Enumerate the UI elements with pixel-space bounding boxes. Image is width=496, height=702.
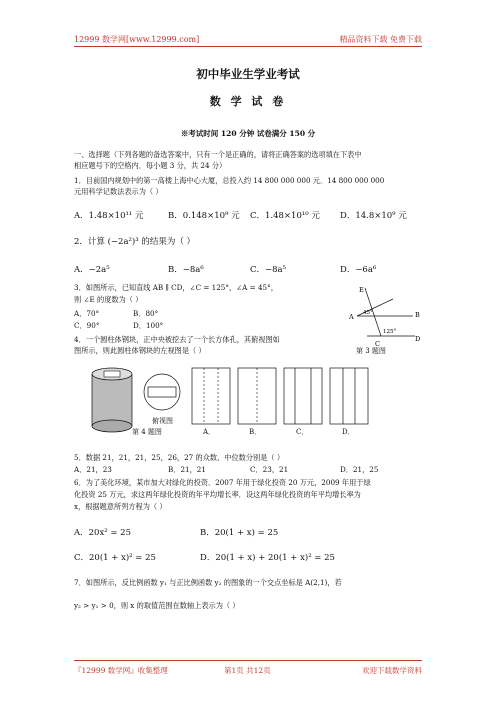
label-a: A <box>349 313 354 321</box>
q6-text-line1: 6．为了美化环境，某市加大对绿化的投资．2007 年用于绿化投资 20 万元，2009 年用于绿 <box>74 478 371 487</box>
q4-figure-caption: 第 4 题图 <box>132 428 162 436</box>
footer-right-link[interactable]: 欢迎下载数学资料 <box>362 666 422 675</box>
footer-page-number: 第1页 共12页 <box>224 666 271 675</box>
q3-option-b: B．80° <box>133 309 159 318</box>
q1-option-d: D．14.8×10⁹ 元 <box>340 211 407 221</box>
q4-option-a: A． <box>203 428 216 436</box>
footer-left: 『12999 数学网』收集整理 <box>74 666 168 675</box>
q1-option-b: B．0.148×10⁹ 元 <box>168 211 240 221</box>
q4-option-b: B． <box>249 428 262 436</box>
page-header <box>74 34 422 47</box>
header-download-link[interactable]: 精品资料下载 免费下载 <box>339 35 422 44</box>
q5-option-a: A．21，23 <box>74 465 112 474</box>
q3-figure-caption: 第 3 题图 <box>356 347 386 355</box>
label-d: D <box>415 335 421 343</box>
q2-option-c: C．−8a⁵ <box>250 265 287 275</box>
label-c: C <box>375 340 380 348</box>
q4-option-b-figure <box>238 368 276 424</box>
q6-option-b: B．20(1 + x) = 25 <box>200 528 279 538</box>
q4-option-c-figure <box>284 368 322 424</box>
q2-text: 2．计算 (−2a²)³ 的结果为（ ） <box>74 237 196 247</box>
q5-text: 5．数据 21，21，21，25，26，27 的众数、中位数分别是（ ） <box>74 453 285 462</box>
cylinder-block <box>92 368 132 432</box>
q3-figure <box>345 283 425 355</box>
q6-option-c: C．20(1 + x)² = 25 <box>74 553 156 563</box>
q3-option-a: A．70° <box>74 309 100 318</box>
q6-text-line2: 化投资 25 万元，求这两年绿化投资的年平均增长率．设这两年绿化投资的年平均增长率为 <box>74 490 361 499</box>
q1-text-line2: 元用科学记数法表示为（ ） <box>74 187 163 196</box>
q4-text-line1: 4．一个圆柱体钢块，正中央被挖去了一个长方体孔，其俯视图如 <box>74 335 280 344</box>
exam-note: ※考试时间 120 分钟 试卷满分 150 分 <box>180 129 316 138</box>
q2-option-a: A．−2a⁵ <box>74 265 110 275</box>
q1-text-line1: 1．目前国内规划中的第一高楼上海中心大厦，总投入约 14 800 000 000 元．14 800 000 000 <box>74 176 385 185</box>
q6-option-d: D．20(1 + x) + 20(1 + x)² = 25 <box>200 553 335 563</box>
q4-option-d-figure <box>330 368 368 424</box>
q5-option-b: B．21，21 <box>168 465 206 474</box>
q1-option-a: A．1.48×10¹¹ 元 <box>74 211 144 221</box>
exam-title: 初中毕业生学业考试 <box>196 67 300 81</box>
q7-text-line2: y₂ > y₁ > 0，则 x 的取值范围在数轴上表示为（ ） <box>74 601 240 610</box>
label-angle-c: 125° <box>383 329 397 335</box>
q4-option-c: C． <box>296 428 309 436</box>
q7-text-line1: 7．如图所示，反比例函数 y₁ 与正比例函数 y₂ 的图象的一个交点坐标是 A(2,1)，若 <box>74 578 342 587</box>
exam-subject: 数 学 试 卷 <box>209 95 287 108</box>
q5-option-d: D．21，25 <box>340 465 379 474</box>
section1-intro-line1: 一、选择题（下列各题的备选答案中，只有一个是正确的，请将正确答案的选项填在下表中 <box>74 150 362 159</box>
q5-option-c: C．23，21 <box>250 465 289 474</box>
label-b: B <box>415 311 420 319</box>
q4-option-a-figure <box>192 368 230 424</box>
top-view <box>144 374 180 410</box>
q4-text-line2: 图所示，则此圆柱体钢块的左视图是（ ） <box>74 346 206 355</box>
q1-option-c: C．1.48×10¹⁰ 元 <box>250 211 320 221</box>
q6-text-line3: x，根据题意所列方程为（ ） <box>74 502 167 511</box>
q2-option-d: D．−6a⁶ <box>340 265 377 275</box>
q6-option-a: A．20x² = 25 <box>74 528 131 538</box>
q2-option-b: B．−8a⁶ <box>168 265 204 275</box>
q4-option-d: D． <box>342 428 355 436</box>
label-e: E <box>359 286 364 294</box>
q3-text-line2: 则 ∠E 的度数为（ ） <box>74 295 143 304</box>
section1-intro-line2: 相应题号下的空格内．每小题 3 分，共 24 分） <box>74 161 227 170</box>
label-angle-a: 45° <box>363 310 373 316</box>
q3-text-line1: 3．如图所示，已知直线 AB ∥ CD，∠C = 125°，∠A = 45°， <box>74 283 278 292</box>
page-footer <box>74 660 422 675</box>
q3-option-d: D．100° <box>133 321 164 330</box>
q4-top-view-label: 俯视图 <box>152 417 173 425</box>
header-site-link[interactable]: 12999 数学网[www.12999.com] <box>74 35 200 44</box>
q3-option-c: C．90° <box>74 321 100 330</box>
